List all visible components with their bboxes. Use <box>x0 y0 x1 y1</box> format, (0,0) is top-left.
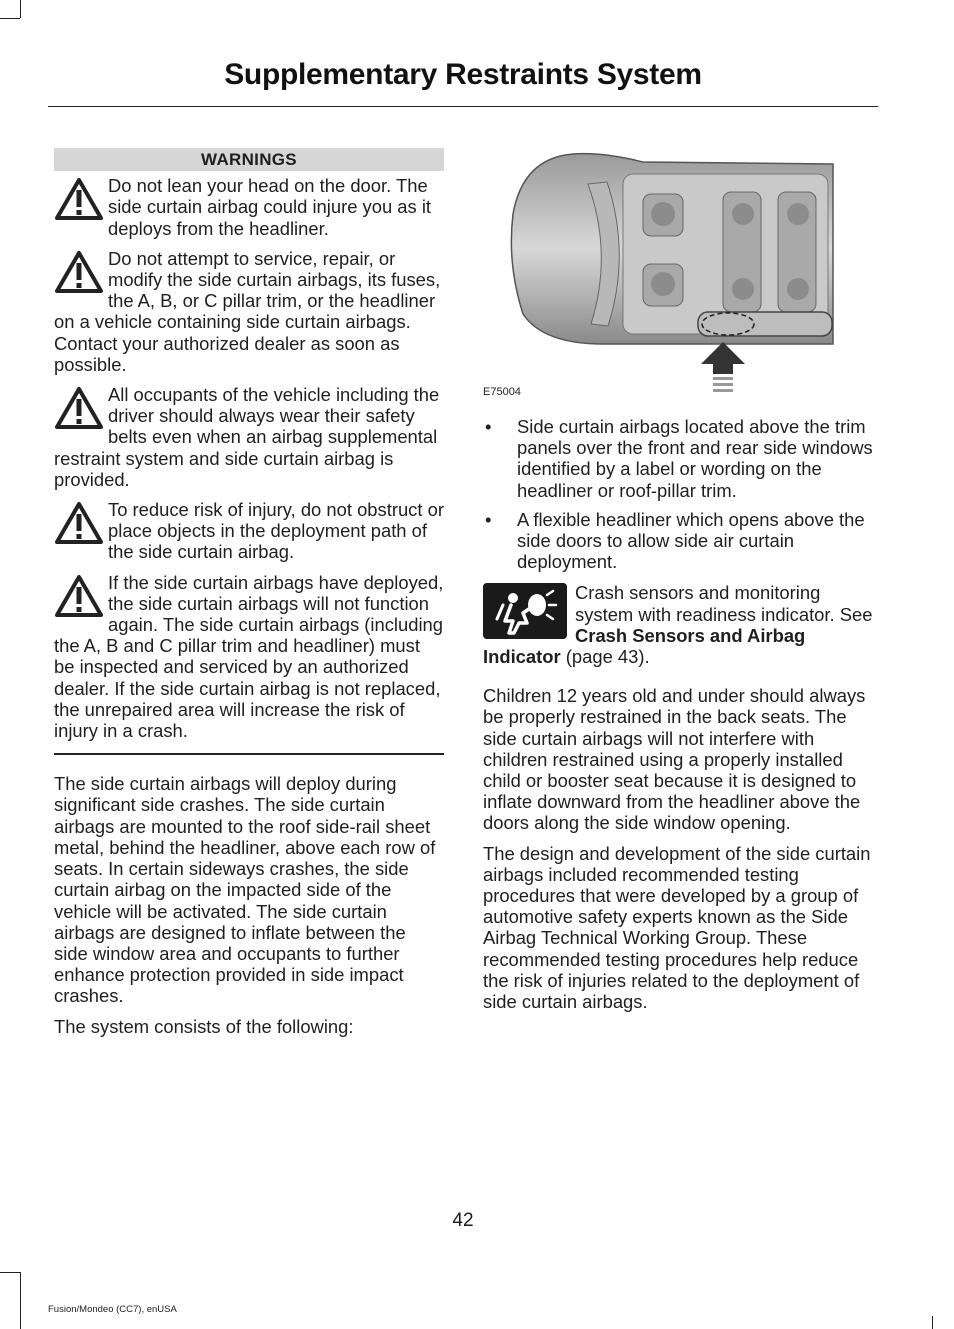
warning-item <box>54 175 444 239</box>
cross-reference-link[interactable]: Crash Sensors and Airbag Indicator <box>483 624 806 668</box>
component-list <box>483 416 875 572</box>
body-paragraph: The system consists of the following: <box>54 1015 354 1037</box>
body-paragraph: The side curtain airbags will deploy during significant side crashes. The side curtain airbags are mounted to the roof side-rail sheet metal, behind the headliner, above each row of seats. In certain sideways crashes, the side curtain airbag on the impacted side of the vehicle will be activated. The side curtain airbags are designed to inflate between the side window area and occupants to further enhance protection provided in side impact crashes. <box>54 773 436 1007</box>
warning-triangle-icon <box>54 574 104 618</box>
sensor-note-body: Crash sensors and monitoring system with readiness indicator. See <box>575 582 873 625</box>
warning-triangle-icon <box>54 501 104 545</box>
warning-item <box>54 572 444 742</box>
page-title: Supplementary Restraints System <box>224 58 702 91</box>
page-number: 42 <box>452 1210 474 1231</box>
document-footer: Fusion/Mondeo (CC7), enUSA <box>48 1304 177 1315</box>
title-rule <box>48 106 878 107</box>
warning-text: All occupants of the vehicle including the driver should always wear their safety belts even when an airbag supplemental restraint system and side curtain airbag is provided. <box>54 384 440 490</box>
crop-mark <box>0 18 20 19</box>
right-column <box>483 144 875 1021</box>
bullet-marker: • <box>485 508 492 530</box>
bullet-marker: • <box>485 416 492 437</box>
warning-text: If the side curtain airbags have deployed, the side curtain airbags will not function again. The side curtain airbags (including the A, B and C pillar trim and headliner) must be inspected and serviced by an authorized dealer. If the side curtain airbag is not replaced, the unrepaired area will increase the risk of injury in a crash. <box>54 571 444 742</box>
warning-item <box>54 384 444 490</box>
warning-item <box>54 248 444 375</box>
crop-mark <box>932 1316 933 1329</box>
section-divider <box>54 753 444 755</box>
warning-text: To reduce risk of injury, do not obstruct or place objects in the deployment path of the side curtain airbag. <box>108 499 444 563</box>
warnings-heading: WARNINGS <box>54 148 444 171</box>
airbag-indicator-icon <box>483 583 567 639</box>
warning-text: Do not attempt to service, repair, or modify the side curtain airbags, its fuses, the A, B, or C pillar trim, or the headliner on a vehicle containing side curtain airbags. Contact your authorized dealer as soon as possible. <box>54 247 441 375</box>
left-column <box>54 148 444 1046</box>
list-item-text: A flexible headliner which opens above the side doors to allow side air curtain deployment. <box>517 508 865 573</box>
vehicle-illustration <box>483 144 875 402</box>
crop-mark <box>20 0 21 18</box>
list-item <box>483 509 875 573</box>
warning-text: Do not lean your head on the door. The side curtain airbag could injure you as it deploys from the headliner. <box>108 175 432 239</box>
warning-item <box>54 499 444 563</box>
warning-triangle-icon <box>54 386 104 430</box>
warning-triangle-icon <box>54 250 104 294</box>
warning-triangle-icon <box>54 177 104 221</box>
crop-mark <box>0 1272 20 1273</box>
body-paragraph: The design and development of the side curtain airbags included recommended testing procedures that were developed by a group of automotive safety experts known as the Side Airbag Technical Working Group. These recommended testing procedures help reduce the risk of injuries related to the deployment of side curtain airbags. <box>483 842 871 1013</box>
list-item-text: Side curtain airbags located above the trim panels over the front and rear side windows identified by a label or wording on the headliner or roof-pillar trim. <box>517 416 873 501</box>
crop-mark <box>20 1272 21 1329</box>
car-top-view-image <box>483 144 875 402</box>
body-paragraph: Children 12 years old and under should always be properly restrained in the back seats. The side curtain airbags will not interfere with children restrained using a properly installed child or booster seat because it is designed to inflate downward from the headliner above the doors along the side window opening. <box>483 685 866 834</box>
page-reference: (page 43). <box>560 646 650 668</box>
sensor-note <box>483 582 875 667</box>
figure-label: E75004 <box>483 386 521 398</box>
list-item <box>483 416 875 501</box>
